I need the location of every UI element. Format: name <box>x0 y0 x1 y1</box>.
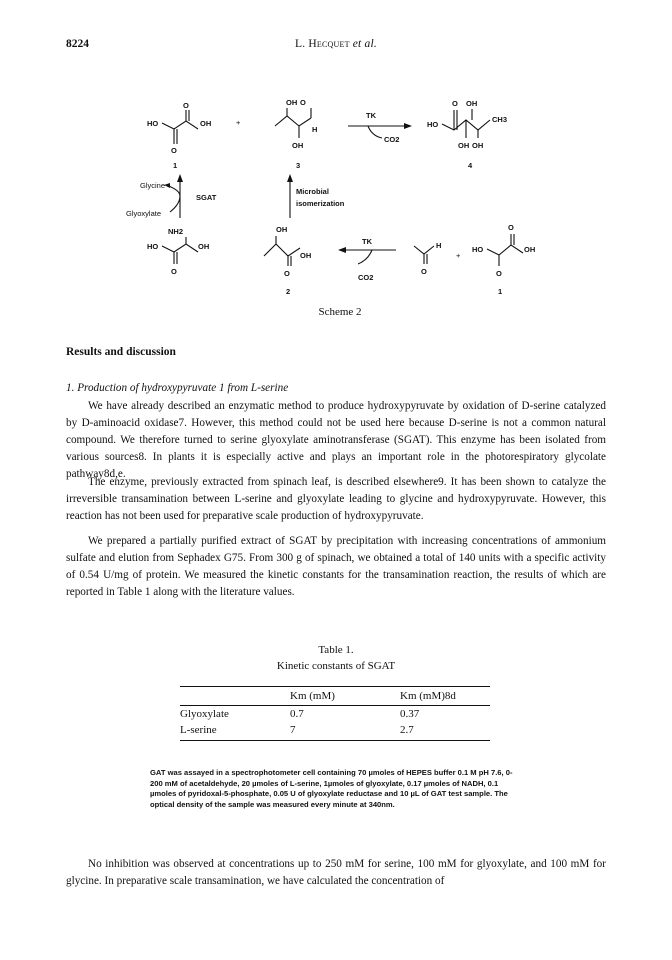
subsection-heading: 1. Production of hydroxypyruvate 1 from L-serine <box>66 382 289 394</box>
nh2-label: NH2 <box>168 227 184 236</box>
l-serine <box>147 227 209 276</box>
section-heading: Results and discussion <box>66 346 176 358</box>
compound-number-3: 3 <box>296 161 301 170</box>
o-label: O <box>496 269 502 278</box>
co2-label: CO2 <box>384 135 400 144</box>
ch3-label: CH3 <box>492 115 508 124</box>
oh-label: OH <box>276 225 288 234</box>
scheme-drawing <box>100 92 580 322</box>
tk-label: TK <box>362 237 372 246</box>
o-label: O <box>171 267 177 276</box>
table-cell: Glyoxylate <box>180 708 229 720</box>
ho-label: HO <box>472 245 484 254</box>
table-header: Km (mM)8d <box>400 687 490 706</box>
compound-4 <box>427 99 507 170</box>
paragraph-3: We prepared a partially purified extract of SGAT by precipitation with increasing concentrations of ammonium sulfate and elution from Sephadex G75. From 300 g of spinach, we obtained a total of 140 units with a specific activity of 0.54 U/mg of protein. We measured the kinetic constants for the transamination reaction, the results of which are reported in Table 1 along with the literature values. <box>66 535 606 598</box>
oh-label: OH <box>524 245 536 254</box>
compound-3 <box>275 98 317 170</box>
oh-label: OH <box>198 242 210 251</box>
paragraph-1: We have already described an enzymatic method to produce hydroxypyruvate by oxidation of D-serine catalyzed by D-aminoacid oxidase7. However, this method could not be used here because D-serine is not a common natural compound. We therefore turned to serine glyoxylate aminotransferase (SGAT). This enzyme has been isolated from various sources8. In plants it is especially active and plays an important role in the photorespiratory glycolate pathway8d,e. <box>66 400 606 480</box>
o-label: O <box>284 269 290 278</box>
o-label: O <box>300 98 306 107</box>
compound-number-4: 4 <box>468 161 473 170</box>
ho-label: HO <box>147 242 159 251</box>
table-subtitle: Kinetic constants of SGAT <box>276 660 396 672</box>
glyoxylate-label: Glyoxylate <box>126 209 162 218</box>
microbial-label: Microbial <box>296 187 329 196</box>
oh-label: OH <box>458 141 470 150</box>
tk-label: TK <box>366 111 376 120</box>
oh-label: OH <box>466 99 478 108</box>
h-label: H <box>312 125 318 134</box>
table-title: Table 1. <box>318 644 354 656</box>
glycine-label: Glycine <box>140 181 166 190</box>
o-label: O <box>421 267 427 276</box>
table-cell: 2.7 <box>400 722 490 741</box>
reaction-scheme <box>100 92 580 322</box>
paragraph-2: The enzyme, previously extracted from spinach leaf, is described elsewhere9. It has been shown to catalyze the irreversible transamination between L-serine and glyoxylate leading to glycine and hydroxypyruvate. However, this reaction has not been used for preparative scale production of hydroxypyruvate. <box>66 476 606 522</box>
table-header <box>180 687 290 706</box>
table-1 <box>150 642 522 809</box>
sgat-label: SGAT <box>196 193 217 202</box>
aldehyde-fragment <box>414 241 441 276</box>
kinetic-table <box>180 686 490 741</box>
compound-number-1: 1 <box>173 161 178 170</box>
tk-arrow-top <box>348 111 412 144</box>
table-cell: 0.7 <box>290 708 304 720</box>
o-label: O <box>183 101 189 110</box>
o-label: O <box>508 223 514 232</box>
compound-1-top <box>147 101 211 170</box>
table-cell: L-serine <box>180 722 290 741</box>
compound-1-bottom <box>472 223 535 296</box>
tk-arrow-bottom <box>338 237 396 282</box>
table-header: Km (mM) <box>290 687 400 706</box>
table-cell: 0.37 <box>400 708 420 720</box>
compound-number-1b: 1 <box>498 287 503 296</box>
plus-sign: + <box>456 251 461 260</box>
compound-2 <box>264 225 311 296</box>
table-cell: 7 <box>290 722 400 741</box>
plus-sign: + <box>236 118 241 127</box>
oh-label: OH <box>472 141 484 150</box>
oh-label: OH <box>286 98 298 107</box>
author-name: L. Hecquet <box>295 38 350 50</box>
paragraph-4: No inhibition was observed at concentrations up to 250 mM for serine, 100 mM for glyoxylate, and 100 mM for glycine. In preparative scale transamination, we have calculated the concentration of <box>66 858 606 887</box>
h-label: H <box>436 241 442 250</box>
ho-label: HO <box>147 119 159 128</box>
sgat-step <box>126 174 217 218</box>
o-label: O <box>452 99 458 108</box>
scheme-caption: Scheme 2 <box>318 306 362 318</box>
et-al: et al. <box>352 38 377 50</box>
table-row <box>180 722 490 741</box>
ho-label: HO <box>427 120 439 129</box>
oh-label: OH <box>200 119 212 128</box>
page-number: 8224 <box>66 38 89 50</box>
microbial-step <box>287 174 345 218</box>
running-header <box>66 38 606 54</box>
oh-label: OH <box>292 141 304 150</box>
o-label: O <box>171 146 177 155</box>
isomerization-label: isomerization <box>296 199 345 208</box>
compound-number-2: 2 <box>286 287 291 296</box>
table-row <box>180 706 490 723</box>
table-footnote: GAT was assayed in a spectrophotometer cell containing 70 µmoles of HEPES buffer 0.1 M pH 7.6, 0-200 mM of acetaldehyde, 20 µmoles of L-serine, 1µmoles of glyoxylate, 0.17 µmoles of NADH, 0.1 µmoles of pyridoxal-5-phosphate, 0.05 U of glyoxylate reductase and 10 µL of GAT test sample. The optical density of the sample was measured every minute at 340nm. <box>150 768 513 809</box>
co2-label: CO2 <box>358 273 374 282</box>
oh-label: OH <box>300 251 312 260</box>
running-head-author <box>66 38 606 50</box>
